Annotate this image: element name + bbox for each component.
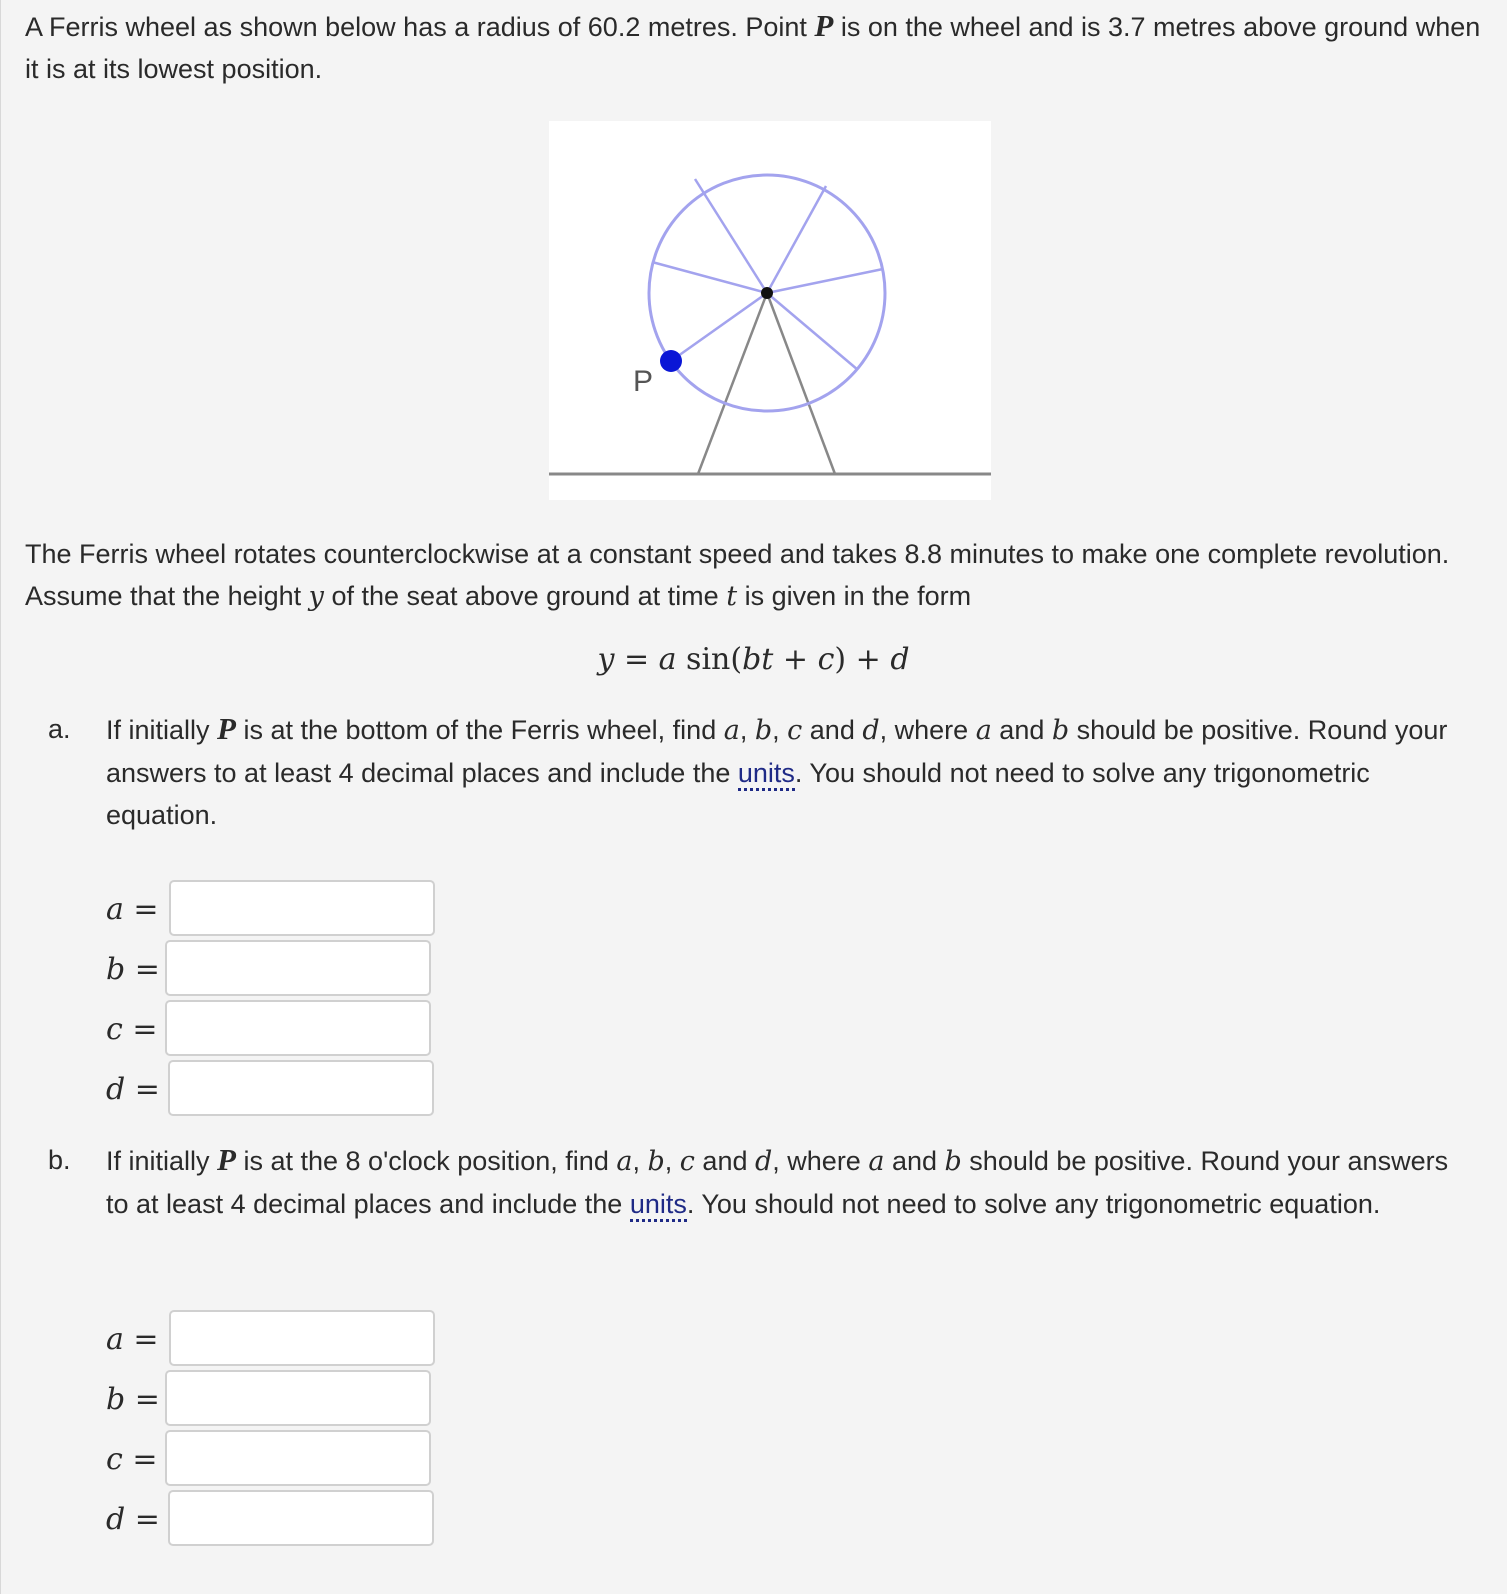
formula-d: d xyxy=(890,642,910,677)
point-p-label: P xyxy=(633,365,654,398)
field-eq: = xyxy=(122,1012,158,1047)
sine-formula xyxy=(0,640,1507,680)
units-help-link[interactable]: units xyxy=(738,758,795,791)
var-b: b xyxy=(1051,715,1070,746)
field-label xyxy=(106,1500,166,1540)
var-a: a xyxy=(723,715,740,746)
units-help-link[interactable]: units xyxy=(630,1189,687,1222)
var-b: b xyxy=(647,1146,665,1177)
formula-sin: sin( xyxy=(676,642,743,677)
field-label xyxy=(106,950,166,990)
frame-leg-left xyxy=(698,293,767,474)
spoke xyxy=(767,269,883,293)
var-y: y xyxy=(308,581,324,612)
formula-bt: bt xyxy=(742,642,774,677)
field-eq: = xyxy=(123,892,159,927)
field-var: c xyxy=(106,1442,123,1477)
part-b-marker: b. xyxy=(48,1145,71,1175)
part-b-b-input[interactable] xyxy=(165,1370,431,1426)
field-eq: = xyxy=(125,1072,160,1107)
rotation-text: The Ferris wheel rotates counterclockwise at a constant speed and takes 8.8 minutes to make one complete revolution. Assume that the height xyxy=(25,539,1450,611)
field-var: b xyxy=(106,1382,126,1417)
var-b: b xyxy=(944,1146,962,1177)
var-b: b xyxy=(754,715,773,746)
var-a: a xyxy=(868,1146,885,1177)
question-text: is at the bottom of the Ferris wheel, find xyxy=(235,715,724,745)
part-b-c-input[interactable] xyxy=(165,1430,431,1486)
part-b-question xyxy=(106,1139,1466,1225)
point-p-symbol: P xyxy=(217,711,236,746)
question-text: is at the 8 o'clock position, find xyxy=(235,1146,617,1176)
part-a-c-input[interactable] xyxy=(165,1000,431,1056)
var-a: a xyxy=(616,1146,633,1177)
question-text: . You should not need to solve any trigonometric equation. xyxy=(686,1189,1381,1219)
var-c: c xyxy=(787,715,803,746)
field-var: d xyxy=(106,1502,126,1537)
field-var: d xyxy=(106,1072,126,1107)
question-text: If initially xyxy=(106,715,218,745)
intro-text: A Ferris wheel as shown below has a radius of 60.2 metres. Point xyxy=(25,12,815,42)
formula-c: c xyxy=(817,642,835,677)
formula-close: ) xyxy=(834,642,847,677)
field-var: a xyxy=(106,1322,124,1357)
field-label xyxy=(106,1440,166,1480)
question-text: and xyxy=(884,1146,945,1176)
wheel-hub xyxy=(761,287,773,299)
var-c: c xyxy=(679,1146,695,1177)
field-eq: = xyxy=(123,1322,159,1357)
field-eq: = xyxy=(125,1502,160,1537)
question-text: and xyxy=(991,715,1052,745)
field-var: a xyxy=(106,892,124,927)
point-p-symbol: P xyxy=(217,1142,236,1177)
intro-text-cont: is on the wheel and is 3.7 metres above ground when it is at its lowest position. xyxy=(25,12,1481,84)
var-t: t xyxy=(726,581,738,612)
part-a-marker: a. xyxy=(48,714,71,744)
question-text: should be positive. Round your answers to at least 4 decimal places and include the xyxy=(106,715,1448,788)
question-text: , where xyxy=(879,715,976,745)
spoke xyxy=(671,293,767,361)
question-text: should be positive. Round your answers to at least 4 decimal places and include the xyxy=(106,1146,1449,1219)
var-a: a xyxy=(975,715,992,746)
intro-paragraph xyxy=(25,5,1485,90)
field-eq: = xyxy=(122,1442,158,1477)
rotation-paragraph xyxy=(25,533,1485,618)
formula-y: y xyxy=(597,642,615,677)
formula-plus: + xyxy=(846,642,891,677)
question-text: , xyxy=(632,1146,648,1176)
point-p-marker xyxy=(660,350,682,372)
question-text: , xyxy=(664,1146,680,1176)
formula-plus: + xyxy=(773,642,818,677)
rotation-text-cont: of the seat above ground at time xyxy=(323,581,727,611)
field-label xyxy=(106,890,166,930)
part-b-d-input[interactable] xyxy=(168,1490,434,1546)
field-label xyxy=(106,1070,166,1110)
part-a-question xyxy=(106,708,1466,836)
part-a-d-input[interactable] xyxy=(168,1060,434,1116)
ferris-wheel-diagram xyxy=(549,121,991,500)
part-a-a-input[interactable] xyxy=(169,880,435,936)
question-text: , xyxy=(772,715,788,745)
field-eq: = xyxy=(125,1382,160,1417)
var-d: d xyxy=(754,1146,773,1177)
point-p-symbol: P xyxy=(814,8,834,43)
question-text: . You should not need to solve any trigonometric equation. xyxy=(106,758,1370,830)
field-var: b xyxy=(106,952,126,987)
var-d: d xyxy=(862,715,880,746)
part-a-b-input[interactable] xyxy=(165,940,431,996)
question-text: and xyxy=(694,1146,755,1176)
field-label xyxy=(106,1380,166,1420)
spoke xyxy=(767,186,826,293)
formula-a: a xyxy=(658,642,677,677)
field-label xyxy=(106,1010,166,1050)
part-b-a-input[interactable] xyxy=(169,1310,435,1366)
rotation-text-end: is given in the form xyxy=(737,581,972,611)
question-text: If initially xyxy=(106,1146,218,1176)
field-eq: = xyxy=(125,952,160,987)
left-border xyxy=(0,0,1,1594)
question-text: and xyxy=(802,715,863,745)
question-text: , xyxy=(739,715,755,745)
question-text: , where xyxy=(772,1146,869,1176)
field-var: c xyxy=(106,1012,123,1047)
formula-eq: = xyxy=(614,642,659,677)
field-label xyxy=(106,1320,166,1360)
ferris-wheel-figure xyxy=(549,121,991,500)
